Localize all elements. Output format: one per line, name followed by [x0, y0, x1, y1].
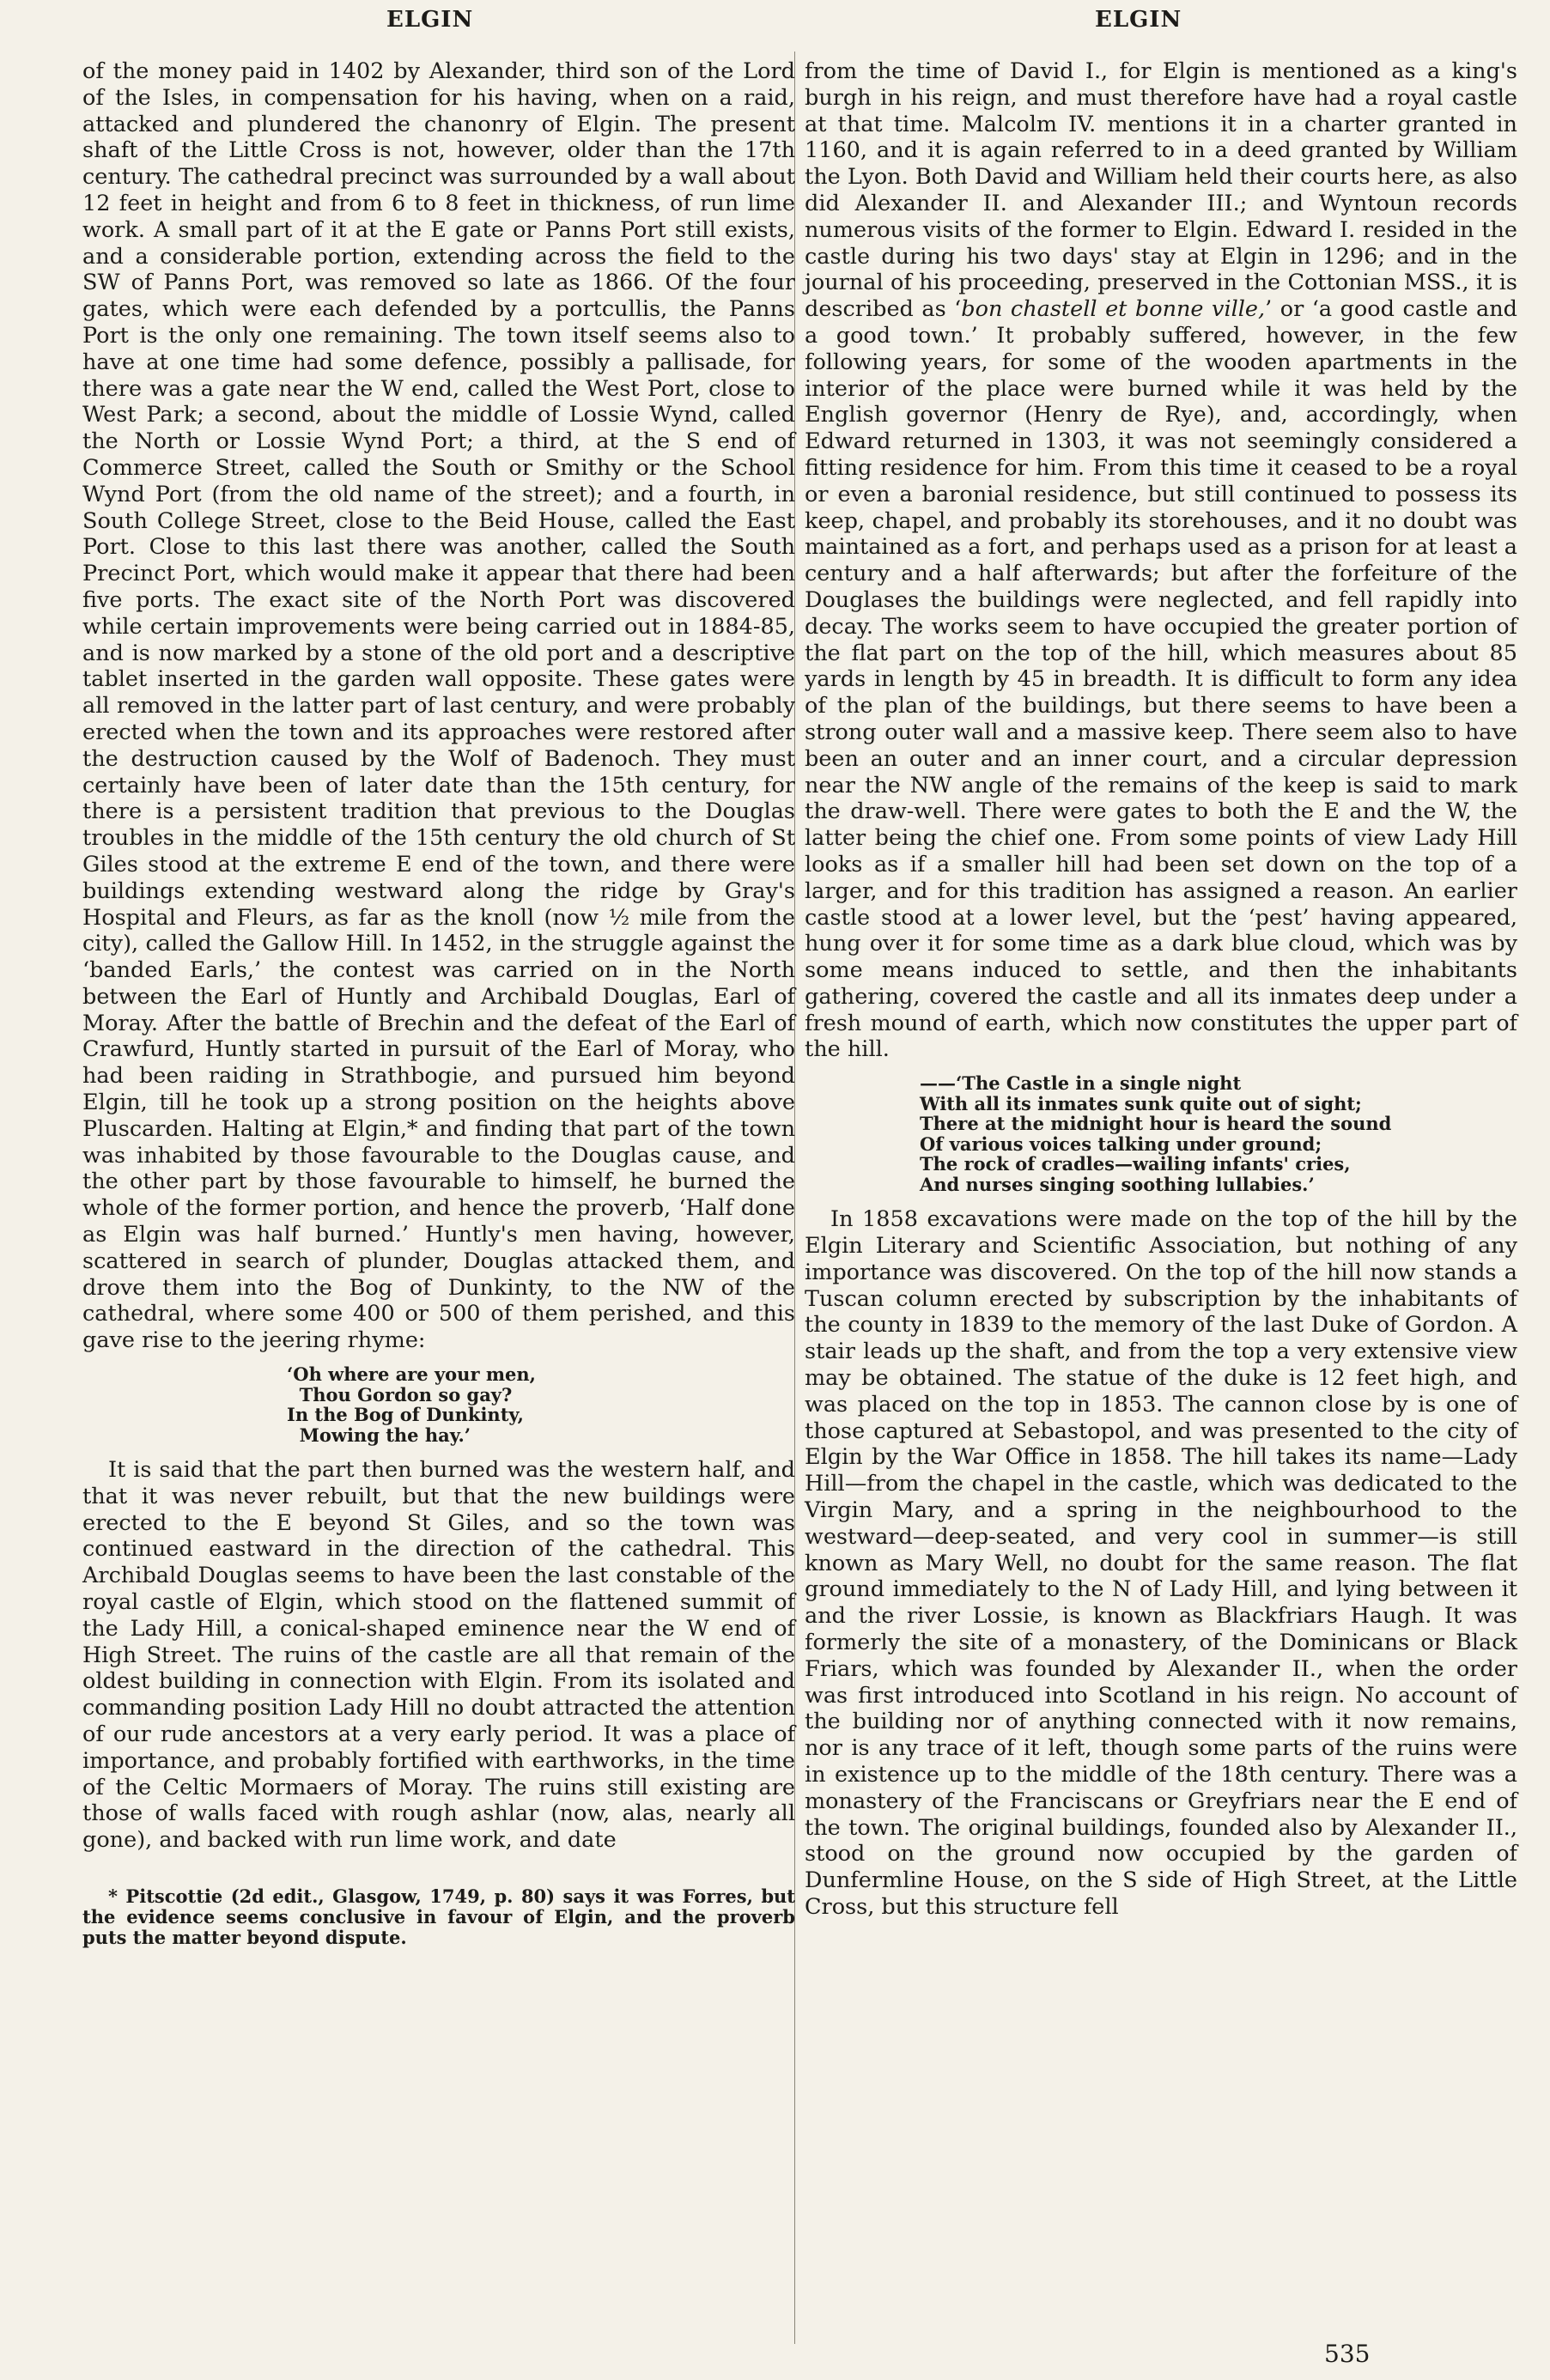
- verse-line: Thou Gordon so gay?: [287, 1383, 513, 1406]
- page-number: 535: [1324, 2340, 1371, 2368]
- left-column: [82, 58, 795, 1948]
- french-quote: bon chastell et bonne ville,: [961, 296, 1266, 323]
- verse-line: And nurses singing soothing lullabies.’: [920, 1173, 1315, 1195]
- verse-line: ‘Oh where are your men,: [287, 1363, 536, 1386]
- verse-line: Mowing the hay.’: [287, 1424, 471, 1446]
- right-paragraph-1-end: ’ or ‘a good castle and a good town.’ It probably suffered, however, in the few following years, for some of the wooden apartments in the interior of the place were burned while it was held by the English governor (Henry de Rye), and, accordingly, when Edward returned in 1303, it was not seemingly considered a fitting residence for him. From this time it ceased to be a royal or even a baronial residence, but still continued to possess its keep, chapel, and probably its storehouses, and it no doubt was maintained as a fort, and perhaps used as a prison for at least a century and a half afterwards; but after the forfeiture of the Douglases the buildings were neglected, and fell rapidly into decay. The works seem to have occupied the greater portion of the flat part on the top of the hill, which measures about 85 yards in length by 45 in breadth. It is difficult to form any idea of the plan of the buildings, but there seems to have been a strong outer wall and a massive keep. There seem also to have been an outer and an inner court, and a circular depression near the NW angle of the remains of the keep is said to mark the draw-well. There were gates to both the E and the W, the latter being the chief one. From some points of view Lady Hill looks as if a smaller hill had been set down on the top of a larger, and for this tradition has assigned a reason. An earlier castle stood at a lower level, but the ‘pest’ having appeared, hung over it for some time as a dark blue cloud, which was by some means induced to settle, and then the inhabitants gathering, covered the castle and all its inmates deep under a fresh mound of earth, which now constitutes the upper part of the hill.: [805, 296, 1517, 1063]
- verse-line: In the Bog of Dunkinty,: [287, 1404, 524, 1426]
- verse-line: There at the midnight hour is heard the sound: [920, 1113, 1392, 1135]
- right-paragraph-1: [805, 58, 1517, 1063]
- running-header-right: ELGIN: [1095, 7, 1182, 33]
- left-paragraph-1: of the money paid in 1402 by Alexander, third son of the Lord of the Isles, in compensation for his having, when on a raid, attacked and plundered the chanonry of Elgin. The present shaft of the Little Cross is not, however, older than the 17th century. The cathedral precinct was surrounded by a wall about 12 feet in height and from 6 to 8 feet in thickness, of run lime work. A small part of it at the E gate or Panns Port still exists, and a considerable portion, extending across the field to the SW of Panns Port, was removed so late as 1866. Of the four gates, which were each defended by a portcullis, the Panns Port is the only one remaining. The town itself seems also to have at one time had some defence, possibly a pallisade, for there was a gate near the W end, called the West Port, close to West Park; a second, about the middle of Lossie Wynd, called the North or Lossie Wynd Port; a third, at the S end of Commerce Street, called the South or Smithy or the School Wynd Port (from the old name of the street); and a fourth, in South College Street, close to the Beid House, called the East Port. Close to this last there was another, called the South Precinct Port, which would make it appear that there had been five ports. The exact site of the North Port was discovered while certain improvements were being carried out in 1884-85, and is now marked by a stone of the old port and a descriptive tablet inserted in the garden wall opposite. These gates were all removed in the latter part of last century, and were probably erected when the town and its approaches were restored after the destruction caused by the Wolf of Badenoch. They must certainly have been of later date than the 15th century, for there is a persistent tradition that previous to the Douglas troubles in the middle of the 15th century the old church of St Giles stood at the extreme E end of the town, and there were buildings extending westward along the ridge by Gray's Hospital and Fleurs, as far as the knoll (now ½ mile from the city), called the Gallow Hill. In 1452, in the struggle against the ‘banded Earls,’ the contest was carried on in the North between the Earl of Huntly and Archibald Douglas, Earl of Moray. After the battle of Brechin and the defeat of the Earl of Crawfurd, Huntly started in pursuit of the Earl of Moray, who had been raiding in Strathbogie, and pursued him beyond Elgin, till he took up a strong position on the heights above Pluscarden. Halting at Elgin,* and finding that part of the town was inhabited by those favourable to the Douglas cause, and the other part by those favourable to himself, he burned the whole of the former portion, and hence the proverb, ‘Half done as Elgin was half burned.’ Huntly's men having, however, scattered in search of plunder, Douglas attacked them, and drove them into the Bog of Dunkinty, to the NW of the cathedral, where some 400 or 500 of them perished, and this gave rise to the jeering rhyme:: [82, 58, 795, 1354]
- footnote: * Pitscottie (2d edit., Glasgow, 1749, p. 80) says it was Forres, but the evidence seems conclusive in favour of Elgin, and the proverb puts the matter beyond dispute.: [82, 1885, 795, 1948]
- left-paragraph-2: It is said that the part then burned was the western half, and that it was never rebuilt, but that the new buildings were erected to the E beyond St Giles, and so the town was continued eastward in the direction of the cathedral. This Archibald Douglas seems to have been the last constable of the royal castle of Elgin, which stood on the flattened summit of the Lady Hill, a conical-shaped eminence near the W end of High Street. The ruins of the castle are all that remain of the oldest building in connection with Elgin. From its isolated and commanding position Lady Hill no doubt attracted the attention of our rude ancestors at a very early period. It was a place of importance, and probably fortified with earthworks, in the time of the Celtic Mormaers of Moray. The ruins still existing are those of walls faced with rough ashlar (now, alas, nearly all gone), and backed with run lime work, and date: [82, 1457, 795, 1854]
- right-verse: [805, 1073, 1517, 1194]
- verse-line: With all its inmates sunk quite out of sight;: [920, 1092, 1362, 1114]
- right-column: [805, 58, 1517, 1921]
- left-verse: [82, 1364, 795, 1445]
- verse-line: The rock of cradles—wailing infants' cries,: [920, 1153, 1351, 1175]
- right-paragraph-2: In 1858 excavations were made on the top of the hill by the Elgin Literary and Scientific Association, but nothing of any importance was discovered. On the top of the hill now stands a Tuscan column erected by subscription by the inhabitants of the county in 1839 to the memory of the last Duke of Gordon. A stair leads up the shaft, and from the top a very extensive view may be obtained. The statue of the duke is 12 feet high, and was placed on the top in 1853. The cannon close by is one of those captured at Sebastopol, and was presented to the city of Elgin by the War Office in 1858. The hill takes its name—Lady Hill—from the chapel in the castle, which was dedicated to the Virgin Mary, and a spring in the neighbourhood to the westward—deep-seated, and very cool in summer—is still known as Mary Well, no doubt for the same reason. The flat ground immediately to the N of Lady Hill, and lying between it and the river Lossie, is known as Blackfriars Haugh. It was formerly the site of a monastery, of the Dominicans or Black Friars, which was founded by Alexander II., when the order was first introduced into Scotland in his reign. No account of the building nor of anything connected with it now remains, nor is any trace of it left, though some parts of the ruins were in existence up to the middle of the 18th century. There was a monastery of the Franciscans or Greyfriars near the E end of the town. The original buildings, founded also by Alexander II., stood on the ground now occupied by the garden of Dunfermline House, on the S side of High Street, at the Little Cross, but this structure fell: [805, 1206, 1517, 1920]
- right-paragraph-1-start: from the time of David I., for Elgin is mentioned as a king's burgh in his reign, and must therefore have had a royal castle at that time. Malcolm IV. mentions it in a charter granted in 1160, and it is again referred to in a deed granted by William the Lyon. Both David and William held their courts here, as also did Alexander II. and Alexander III.; and Wyntoun records numerous visits of the former to Elgin. Edward I. resided in the castle during his two days' stay at Elgin in 1296; and in the journal of his proceeding, preserved in the Cottonian MSS., it is described as ‘: [805, 58, 1517, 323]
- running-header-left: ELGIN: [386, 7, 474, 33]
- verse-line: ——‘The Castle in a single night: [920, 1072, 1242, 1095]
- verse-line: Of various voices talking under ground;: [920, 1132, 1322, 1155]
